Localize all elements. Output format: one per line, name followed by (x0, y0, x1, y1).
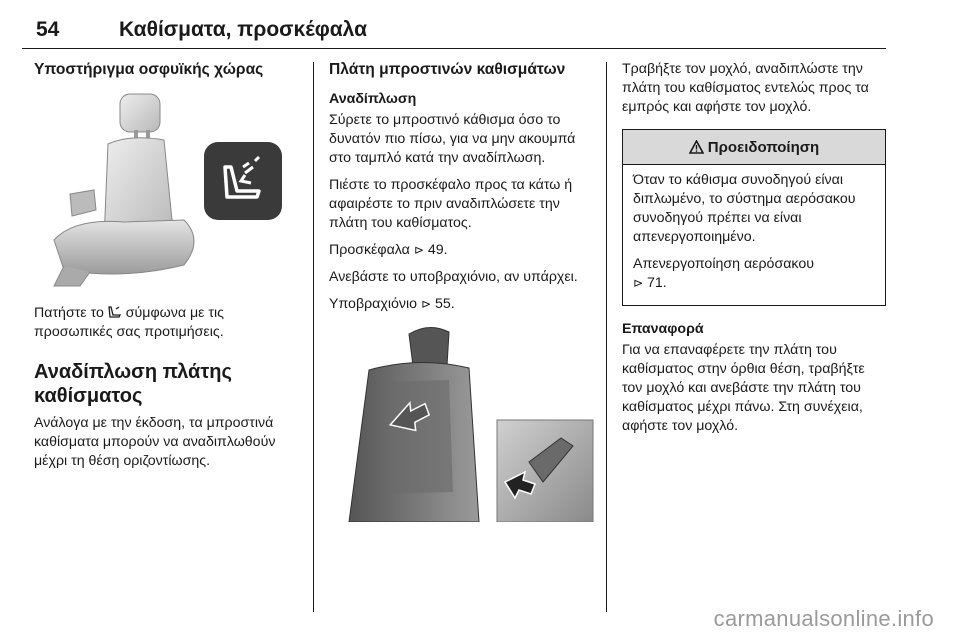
left-column (34, 60, 304, 479)
warning-triangle-glyph (689, 140, 704, 154)
right-p1: Τραβήξτε τον μοχλό, αναδιπλώστε την πλάτη του καθίσματος εντελώς προς τα εμπρός και αφήστε τον μοχλό. (622, 61, 869, 115)
warning-triangle-icon (689, 140, 704, 154)
press-text-after: σύμφωνα με τις προσωπικές σας προτιμήσεις. (34, 305, 225, 340)
ref-armrest-text: Υποβραχιόνιο (329, 296, 417, 312)
front-seatback-heading: Πλάτη μπροστινών καθισμάτων (329, 61, 566, 78)
ref-headrests-page[interactable]: 49. (427, 242, 448, 258)
warning-title: Προειδοποίηση (707, 138, 820, 156)
right-column (622, 60, 886, 444)
seatback-illustration (329, 322, 597, 522)
watermark: carmanualsonline.info (713, 606, 934, 631)
warning-ref (633, 255, 875, 293)
warning-ref-page[interactable]: 71. (647, 275, 667, 291)
fold-heading: Αναδίπλωση πλάτης καθίσματος (34, 361, 232, 407)
middle-column (329, 60, 597, 522)
restore-text: Για να επαναφέρετε την πλάτη του καθίσματος στην όρθια θέση, τραβήξτε τον μοχλό και ανεβάστε την πλάτη του καθίσματος μέχρι πάνω. Στη συνέχεια, αφήστε τον μοχλό. (622, 342, 865, 434)
lumbar-seat-figure (34, 90, 296, 290)
lumbar-inline-icon (108, 305, 122, 319)
lumbar-heading: Υποστήριγμα οσφυϊκής χώρας (34, 61, 264, 78)
page-header (22, 14, 890, 50)
fold-subheading: Αναδίπλωση (329, 91, 417, 107)
lumbar-instruction (34, 304, 304, 342)
header-rule (22, 48, 886, 49)
chapter-title: Καθίσματα, προσκέφαλα (119, 18, 367, 41)
fold-text: Ανάλογα με την έκδοση, τα μπροστινά καθίσματα μπορούν να αναδιπλωθούν μέχρι τη θέση οριζοντίωσης. (34, 415, 276, 469)
press-text-before: Πατήστε το (34, 305, 104, 321)
middle-p1: Σύρετε το μπροστινό κάθισμα όσο το δυνατόν πιο πίσω, για να μην ακουμπά στο ταμπλό κατά την αναδίπλωση. (329, 112, 576, 166)
warning-text: Όταν το κάθισμα συνοδηγού είναι διπλωμένο, το σύστημα αερόσακου συνοδηγού πρέπει να είναι απενεργοποιημένο. (633, 172, 856, 245)
lumbar-support-icon-glyph (215, 153, 271, 209)
ref-arrow-icon: ⊳ (413, 243, 424, 257)
ref-headrests (329, 241, 597, 260)
restore-heading: Επαναφορά (622, 321, 704, 337)
ref-arrow-icon: ⊳ (420, 297, 432, 311)
warning-body (623, 165, 885, 305)
page-number: 54 (36, 18, 60, 41)
column-divider-2 (606, 62, 607, 612)
warning-header (623, 130, 885, 165)
lumbar-support-icon (108, 305, 122, 319)
ref-arrow-icon: ⊳ (633, 276, 644, 290)
warning-ref-text: Απενεργοποίηση αερόσακου (633, 256, 814, 272)
ref-armrest (329, 295, 597, 314)
column-divider-1 (313, 62, 314, 612)
warning-box (622, 129, 886, 306)
middle-p2: Πιέστε το προσκέφαλο προς τα κάτω ή αφαιρέστε το πριν αναδιπλώσετε την πλάτη του καθίσματος. (329, 177, 573, 231)
ref-headrests-text: Προσκέφαλα (329, 242, 410, 258)
seatback-fold-figure (329, 322, 597, 522)
lumbar-support-icon (204, 142, 282, 220)
middle-p3: Ανεβάστε το υποβραχιόνιο, αν υπάρχει. (329, 269, 578, 285)
ref-armrest-page[interactable]: 55. (434, 296, 455, 312)
